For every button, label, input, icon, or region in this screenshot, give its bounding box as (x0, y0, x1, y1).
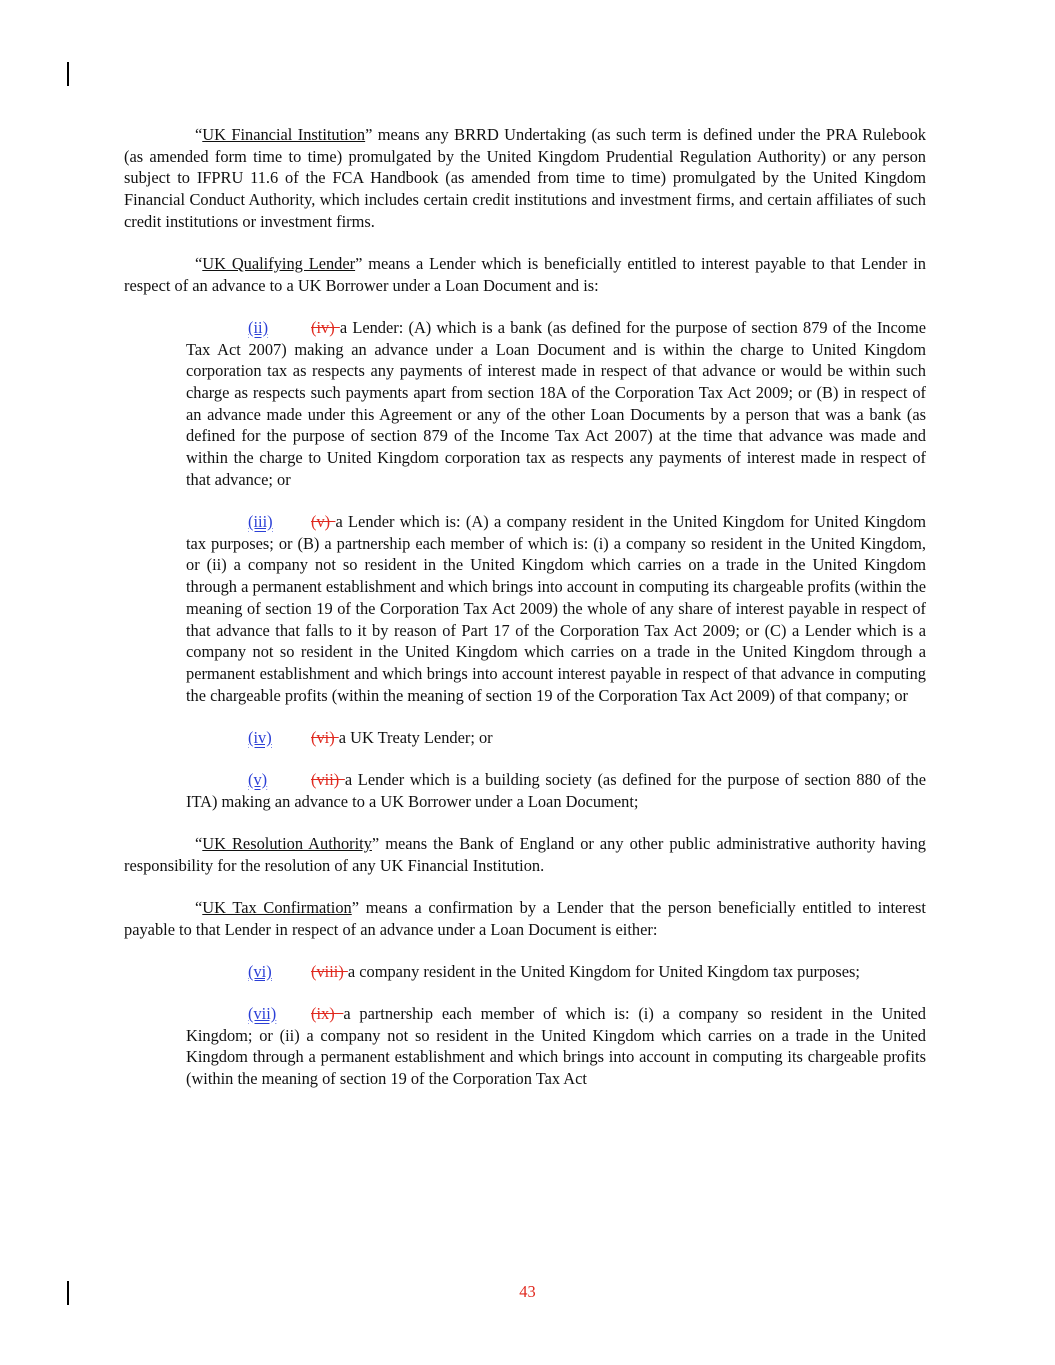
page-number: 43 (519, 1282, 536, 1301)
defined-term: UK Tax Confirmation (202, 897, 352, 917)
inserted-number: (vii) (248, 1004, 277, 1023)
list-item: (ii) (iv) a Lender: (A) which is a bank (as defined for the purpose of section 879 of the Income Tax Act 2007) making an advance under a Loan Document and is within the charge to United Kingdom corporation tax as respects any payments of interest made in respect of that advance or would be within such charge as respects such payments apart from section 18A of the Corporation Tax Act 2009; or (B) in respect of an advance made under this Agreement or any of the other Loan Documents by a person that was a bank (as defined for the purpose of section 879 of the Income Tax Act 2007) at the time that advance was made and within the charge to United Kingdom corporation tax as respects any payments of interest made in respect of that advance; or (186, 317, 926, 489)
inserted-number: (ii) (248, 317, 269, 337)
change-bar-top (67, 62, 69, 86)
deleted-number: (ix) (311, 1004, 344, 1023)
deleted-number: (vii) (311, 770, 345, 790)
inserted-number: (vi) (248, 961, 272, 981)
document-page (124, 124, 926, 1110)
deleted-number: (viii) (311, 961, 348, 981)
list-item: (iv) (vi) a UK Treaty Lender; or (248, 727, 493, 747)
inserted-number: (iv) (248, 727, 272, 747)
inserted-number: (v) (248, 770, 268, 790)
defined-term: UK Qualifying Lender (202, 254, 356, 274)
deleted-number: (vi) (311, 727, 339, 747)
definition-uk-tax-confirmation: “UK Tax Confirmation” means a confirmation by a Lender that the person beneficially entitled to interest payable to that Lender in respect of an advance under a Loan Document is either: (124, 897, 926, 939)
list-item: (v) (vii) a Lender which is a building society (as defined for the purpose of section 880 of the ITA) making an advance to a UK Borrower under a Loan Document; (186, 770, 926, 811)
definition-uk-financial-institution: “UK Financial Institution” means any BRRD Undertaking (as such term is defined under the PRA Rulebook (as amended form time to time) promulgated by the United Kingdom Prudential Regulation Authority) or any person subject to IFPRU 11.6 of the FCA Handbook (as amended from time to time) promulgated by the United Kingdom Financial Conduct Authority, which includes certain credit institutions and investment firms, and certain affiliates of such credit institutions or investment firms. (124, 125, 927, 231)
inserted-number: (iii) (248, 512, 273, 532)
deleted-number: (iv) (311, 317, 340, 337)
deleted-number: (v) (311, 512, 336, 532)
defined-term: UK Resolution Authority (202, 833, 372, 853)
list-item: (vii) (ix) a partnership each member of which is: (i) a company so resident in the United Kingdom; or (ii) a company not so resident in the United Kingdom which carries on a trade in the United Kingdom through a permanent establishment and which brings into account in computing its chargeable profits (within the meaning of section 19 of the Corporation Tax Act (186, 1004, 927, 1089)
definition-uk-qualifying-lender: “UK Qualifying Lender” means a Lender which is beneficially entitled to interest payable to that Lender in respect of an advance to a UK Borrower under a Loan Document and is: (124, 254, 926, 295)
list-item: (iii) (v) a Lender which is: (A) a company resident in the United Kingdom for United Kingdom tax purposes; or (B) a partnership each member of which is: (i) a company so resident in the United Kingdom, or (ii) a company not so resident in the United Kingdom which carries on a trade in the United Kingdom through a permanent establishment and which brings into account in computing its chargeable profits (within the meaning of section 19 of the Corporation Tax Act 2009) the whole of any share of interest payable in respect of that advance that falls to it by reason of Part 17 of the Corporation Tax Act 2009; or (C) a Lender which is a company not so resident in the United Kingdom which carries on a trade in the United Kingdom through a permanent establishment and which brings into account interest payable in respect of that advance in computing the chargeable profits (within the meaning of section 19 of the Corporation Tax Act 2009) of that company; or (186, 512, 926, 705)
definition-uk-resolution-authority: “UK Resolution Authority” means the Bank of England or any other public administrative authority having responsibility for the resolution of any UK Financial Institution. (124, 833, 926, 875)
defined-term: UK Financial Institution (202, 125, 366, 144)
list-item: (vi) (viii) a company resident in the United Kingdom for United Kingdom tax purposes; (248, 961, 860, 981)
